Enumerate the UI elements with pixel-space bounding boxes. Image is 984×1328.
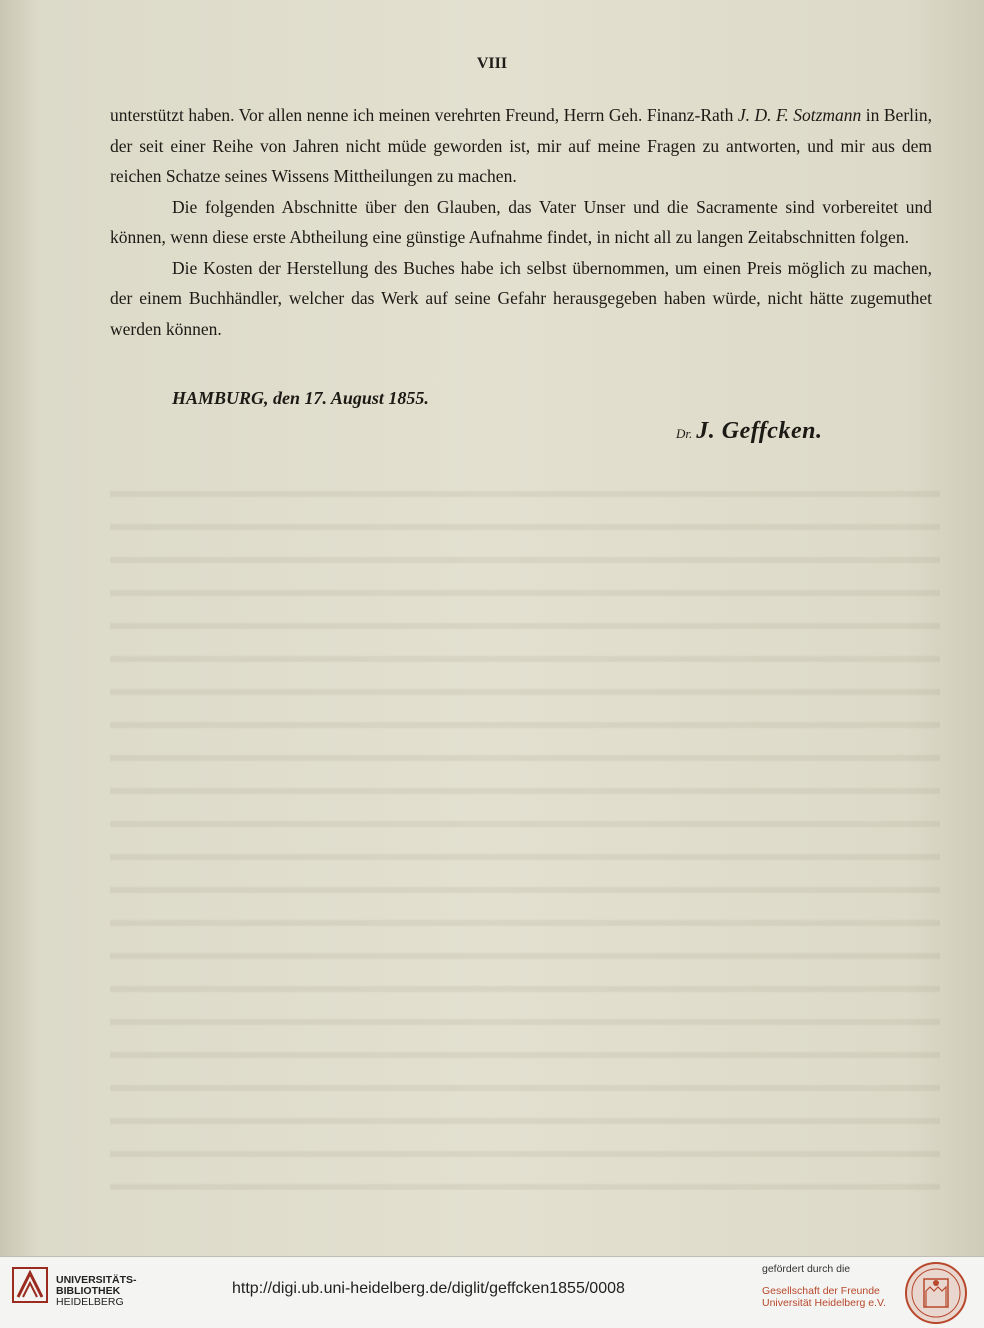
paragraph-1-start: unterstützt haben. Vor allen nenne ich meinen verehrten Freund, Herrn Geh. Finanz-Rath <box>110 105 738 125</box>
sponsor-line-1: Gesellschaft der Freunde <box>762 1285 880 1297</box>
body-text <box>110 100 932 344</box>
sponsor-line-2: Universität Heidelberg e.V. <box>762 1297 886 1309</box>
permalink-url[interactable]: http://digi.ub.uni-heidelberg.de/diglit/geffcken1855/0008 <box>232 1280 625 1297</box>
dateline-date: den 17. August 1855. <box>273 388 429 408</box>
university-seal-icon[interactable] <box>904 1261 968 1325</box>
viewer-footer <box>0 1256 984 1328</box>
show-through-text <box>110 470 940 1190</box>
paragraph-1-rest: in Berlin, der seit einer Reihe von Jahren nicht müde geworden ist, mir auf meine Fragen zu antworten, und mir aus dem reichen Schatze seines Wissens Mittheilungen zu machen. <box>110 105 932 186</box>
italic-name: J. D. F. Sotzmann <box>737 105 862 125</box>
sponsor-label: gefördert durch die <box>762 1263 851 1275</box>
paragraph-3: Die Kosten der Herstellung des Buches habe ich selbst übernommen, um einen Preis möglich zu machen, der einem Buchhändler, welcher das Werk auf seine Gefahr herausgegeben haben würde, nicht hätte zugemuthet werden können. <box>110 257 932 339</box>
university-library-logo-icon[interactable] <box>12 1267 48 1303</box>
library-line-2: BIBLIOTHEK <box>56 1285 121 1297</box>
paragraph-2: Die folgenden Abschnitte über den Glauben, das Vater Unser und die Sacramente sind vorbereitet und können, wenn diese erste Abtheilung eine günstige Aufnahme findet, in nicht all zu langen Zeitabschnitten folgen. <box>110 196 932 247</box>
signature <box>676 418 822 445</box>
library-line-3: HEIDELBERG <box>56 1296 124 1308</box>
dateline-place: HAMBURG, <box>172 388 269 408</box>
sponsor-block <box>762 1263 886 1309</box>
library-name <box>56 1275 137 1308</box>
signature-title: Dr. <box>676 426 693 441</box>
signature-name: J. Geffcken. <box>696 418 823 444</box>
library-line-1: UNIVERSITÄTS- <box>56 1274 137 1286</box>
page-number: VIII <box>476 55 508 72</box>
paragraph-1 <box>110 100 932 192</box>
dateline <box>172 388 429 409</box>
